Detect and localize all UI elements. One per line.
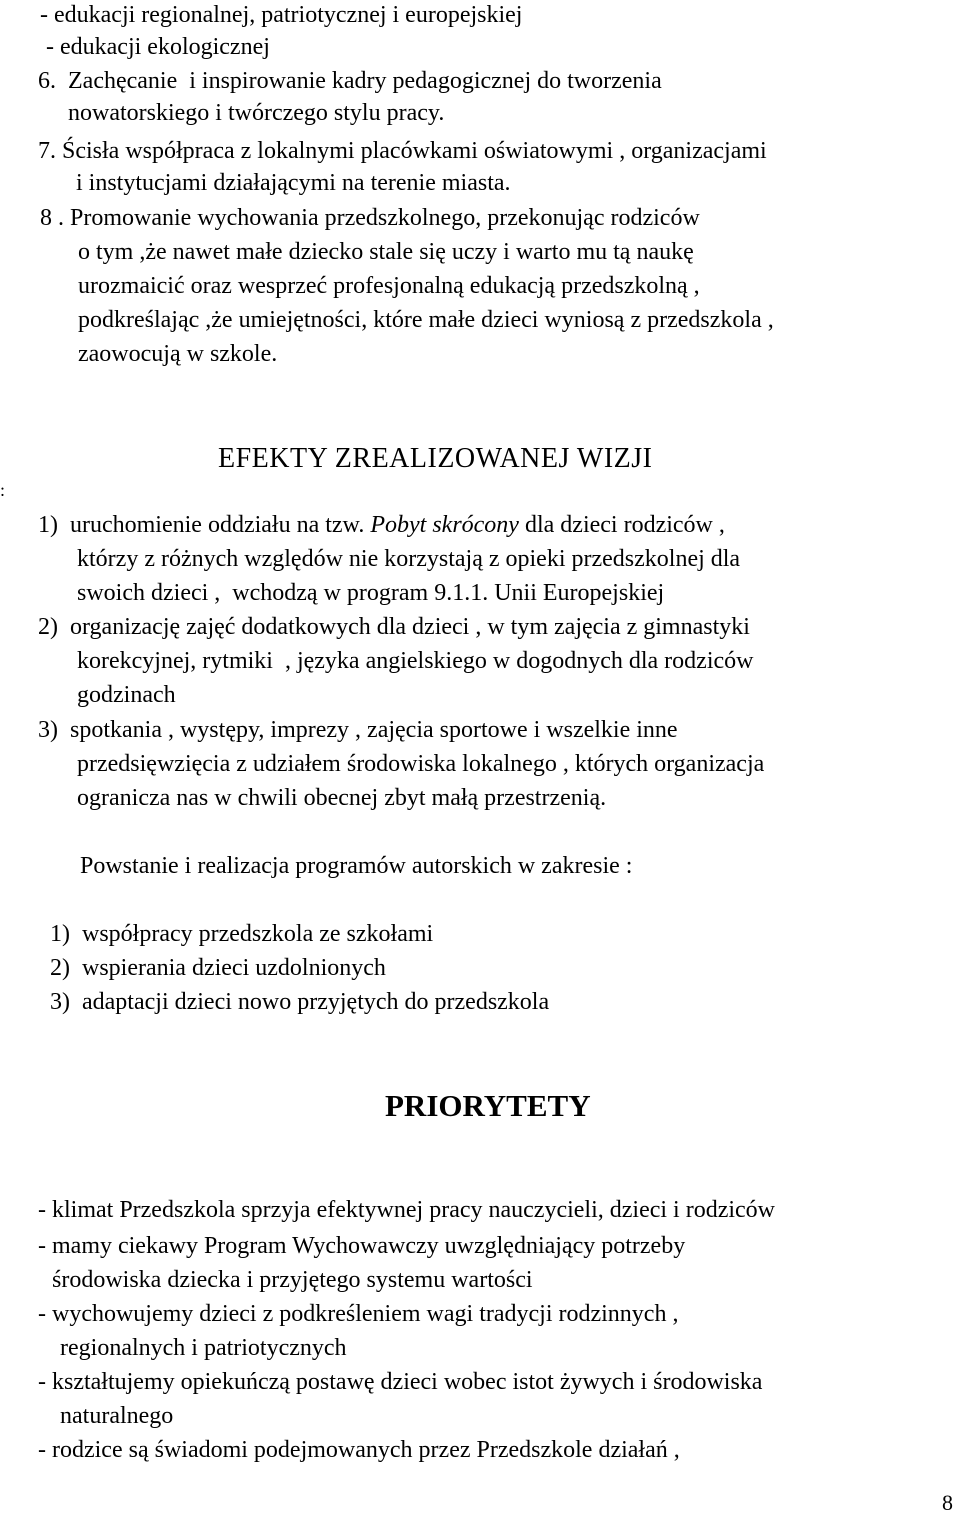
programy-item-1: 1) współpracy przedszkola ze szkołami — [50, 921, 434, 947]
list-item-regional-education: - edukacji regionalnej, patriotycznej i europejskiej — [40, 2, 523, 28]
efekty-item-2-cont-2: godzinach — [77, 682, 176, 708]
priority-item-3-cont: regionalnych i patriotycznych — [60, 1335, 347, 1361]
list-item-7-cont: i instytucjami działającymi na terenie miasta. — [76, 170, 511, 196]
efekty-item-1 — [38, 510, 725, 540]
list-item-7: 7. Ścisła współpraca z lokalnymi placówkami oświatowymi , organizacjami — [38, 138, 767, 164]
list-item-6: 6. Zachęcanie i inspirowanie kadry pedagogicznej do tworzenia — [38, 68, 662, 94]
priority-item-4: - kształtujemy opiekuńczą postawę dzieci wobec istot żywych i środowiska — [38, 1369, 763, 1395]
page-number: 8 — [942, 1490, 953, 1515]
list-item-8-cont-3: podkreślając ,że umiejętności, które małe dzieci wyniosą z przedszkola , — [78, 307, 774, 333]
efekty-item-1-text: 1) uruchomienie oddziału na tzw. — [38, 512, 371, 538]
priority-item-5: - rodzice są świadomi podejmowanych przez Przedszkole działań , — [38, 1437, 680, 1463]
efekty-item-1-text-end: dla dzieci rodziców , — [518, 512, 725, 538]
priority-item-4-cont: naturalnego — [60, 1403, 174, 1429]
section-heading-efekty: EFEKTY ZREALIZOWANEJ WIZJI — [218, 443, 653, 474]
priority-item-2: - mamy ciekawy Program Wychowawczy uwzględniający potrzeby — [38, 1233, 686, 1259]
list-item-8-cont-2: urozmaicić oraz wesprzeć profesjonalną edukacją przedszkolną , — [78, 273, 700, 299]
section-heading-priorytety: PRIORYTETY — [385, 1088, 591, 1123]
efekty-item-1-cont-1: którzy z różnych względów nie korzystają z opieki przedszkolnej dla — [77, 546, 741, 572]
priority-item-2-cont: środowiska dziecka i przyjętego systemu wartości — [52, 1267, 533, 1293]
programy-intro: Powstanie i realizacja programów autorskich w zakresie : — [80, 853, 633, 879]
margin-colon: : — [0, 480, 6, 500]
programy-item-2: 2) wspierania dzieci uzdolnionych — [50, 955, 386, 981]
list-item-ecological-education: - edukacji ekologicznej — [40, 34, 270, 60]
efekty-item-1-cont-2: swoich dzieci , wchodzą w program 9.1.1. Unii Europejskiej — [77, 580, 665, 606]
efekty-item-3-cont-1: przedsięwzięcia z udziałem środowiska lokalnego , których organizacja — [77, 751, 765, 777]
list-item-8-cont-4: zaowocują w szkole. — [78, 341, 278, 367]
efekty-item-3-cont-2: ogranicza nas w chwili obecnej zbyt małą przestrzenią. — [77, 785, 607, 811]
priority-item-1: - klimat Przedszkola sprzyja efektywnej pracy nauczycieli, dzieci i rodziców — [38, 1197, 776, 1223]
priority-item-3: - wychowujemy dzieci z podkreśleniem wagi tradycji rodzinnych , — [38, 1301, 679, 1327]
efekty-item-2-cont-1: korekcyjnej, rytmiki , języka angielskiego w dogodnych dla rodziców — [77, 648, 754, 674]
efekty-item-2: 2) organizację zajęć dodatkowych dla dzieci , w tym zajęcia z gimnastyki — [38, 614, 750, 640]
list-item-8-cont-1: o tym ,że nawet małe dziecko stale się uczy i warto mu tą naukę — [78, 239, 694, 265]
list-item-8: 8 . Promowanie wychowania przedszkolnego, przekonując rodziców — [40, 205, 700, 231]
efekty-item-3: 3) spotkania , występy, imprezy , zajęcia sportowe i wszelkie inne — [38, 717, 678, 743]
list-item-6-cont: nowatorskiego i twórczego stylu pracy. — [68, 100, 445, 126]
programy-item-3: 3) adaptacji dzieci nowo przyjętych do przedszkola — [50, 989, 550, 1015]
efekty-item-1-emphasis: Pobyt skrócony — [370, 512, 519, 538]
